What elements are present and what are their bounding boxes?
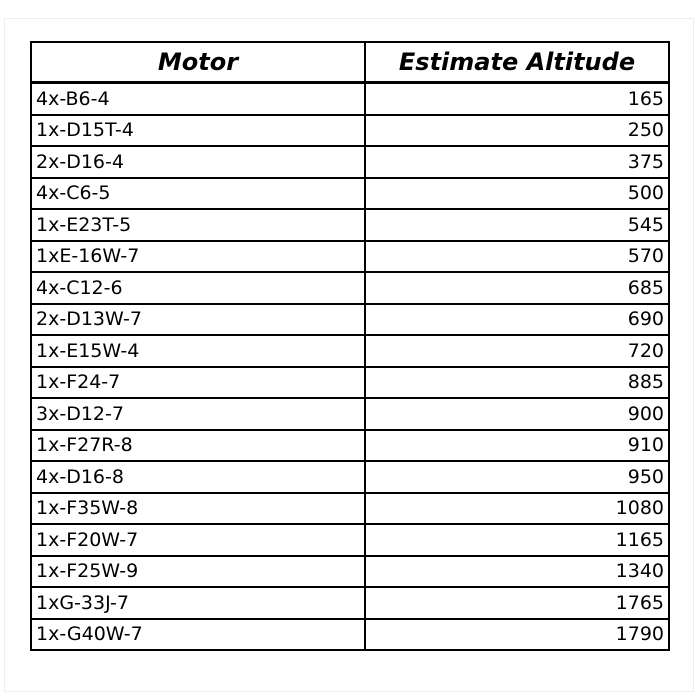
altitude-cell: 720	[365, 335, 669, 367]
altitude-cell: 950	[365, 461, 669, 493]
altitude-cell: 165	[365, 83, 669, 115]
table-row	[31, 524, 669, 556]
table-row	[31, 146, 669, 178]
altitude-cell: 1340	[365, 556, 669, 588]
table-row	[31, 115, 669, 147]
altitude-cell: 1080	[365, 493, 669, 525]
altitude-cell: 250	[365, 115, 669, 147]
motor-cell: 1x-D15T-4	[31, 115, 365, 147]
altitude-cell: 1165	[365, 524, 669, 556]
motor-cell: 3x-D12-7	[31, 398, 365, 430]
table-row	[31, 367, 669, 399]
table-row	[31, 83, 669, 115]
altitude-cell: 500	[365, 178, 669, 210]
motor-cell: 1x-G40W-7	[31, 619, 365, 651]
motor-altitude-table	[30, 41, 670, 651]
table-body	[31, 83, 669, 651]
motor-cell: 1x-F24-7	[31, 367, 365, 399]
table-row	[31, 335, 669, 367]
motor-column-header: Motor	[31, 42, 365, 83]
table-row	[31, 209, 669, 241]
table-header-row	[31, 42, 669, 83]
motor-cell: 1x-F25W-9	[31, 556, 365, 588]
table-row	[31, 461, 669, 493]
table-row	[31, 304, 669, 336]
table-row	[31, 430, 669, 462]
motor-cell: 2x-D13W-7	[31, 304, 365, 336]
altitude-cell: 570	[365, 241, 669, 273]
motor-cell: 4x-C6-5	[31, 178, 365, 210]
motor-cell: 2x-D16-4	[31, 146, 365, 178]
motor-cell: 4x-B6-4	[31, 83, 365, 115]
motor-cell: 1x-F27R-8	[31, 430, 365, 462]
table-row	[31, 178, 669, 210]
table-row	[31, 587, 669, 619]
altitude-cell: 545	[365, 209, 669, 241]
table-row	[31, 398, 669, 430]
motor-cell: 4x-C12-6	[31, 272, 365, 304]
table-row	[31, 556, 669, 588]
altitude-cell: 900	[365, 398, 669, 430]
altitude-cell: 885	[365, 367, 669, 399]
altitude-cell: 1790	[365, 619, 669, 651]
motor-cell: 1x-F35W-8	[31, 493, 365, 525]
altitude-cell: 375	[365, 146, 669, 178]
altitude-column-header: Estimate Altitude	[365, 42, 669, 83]
table-row	[31, 493, 669, 525]
motor-cell: 4x-D16-8	[31, 461, 365, 493]
altitude-cell: 685	[365, 272, 669, 304]
motor-cell: 1xG-33J-7	[31, 587, 365, 619]
motor-cell: 1x-E23T-5	[31, 209, 365, 241]
table-row	[31, 272, 669, 304]
altitude-cell: 690	[365, 304, 669, 336]
altitude-cell: 1765	[365, 587, 669, 619]
motor-cell: 1xE-16W-7	[31, 241, 365, 273]
table-row	[31, 619, 669, 651]
motor-cell: 1x-F20W-7	[31, 524, 365, 556]
motor-cell: 1x-E15W-4	[31, 335, 365, 367]
table-row	[31, 241, 669, 273]
altitude-cell: 910	[365, 430, 669, 462]
